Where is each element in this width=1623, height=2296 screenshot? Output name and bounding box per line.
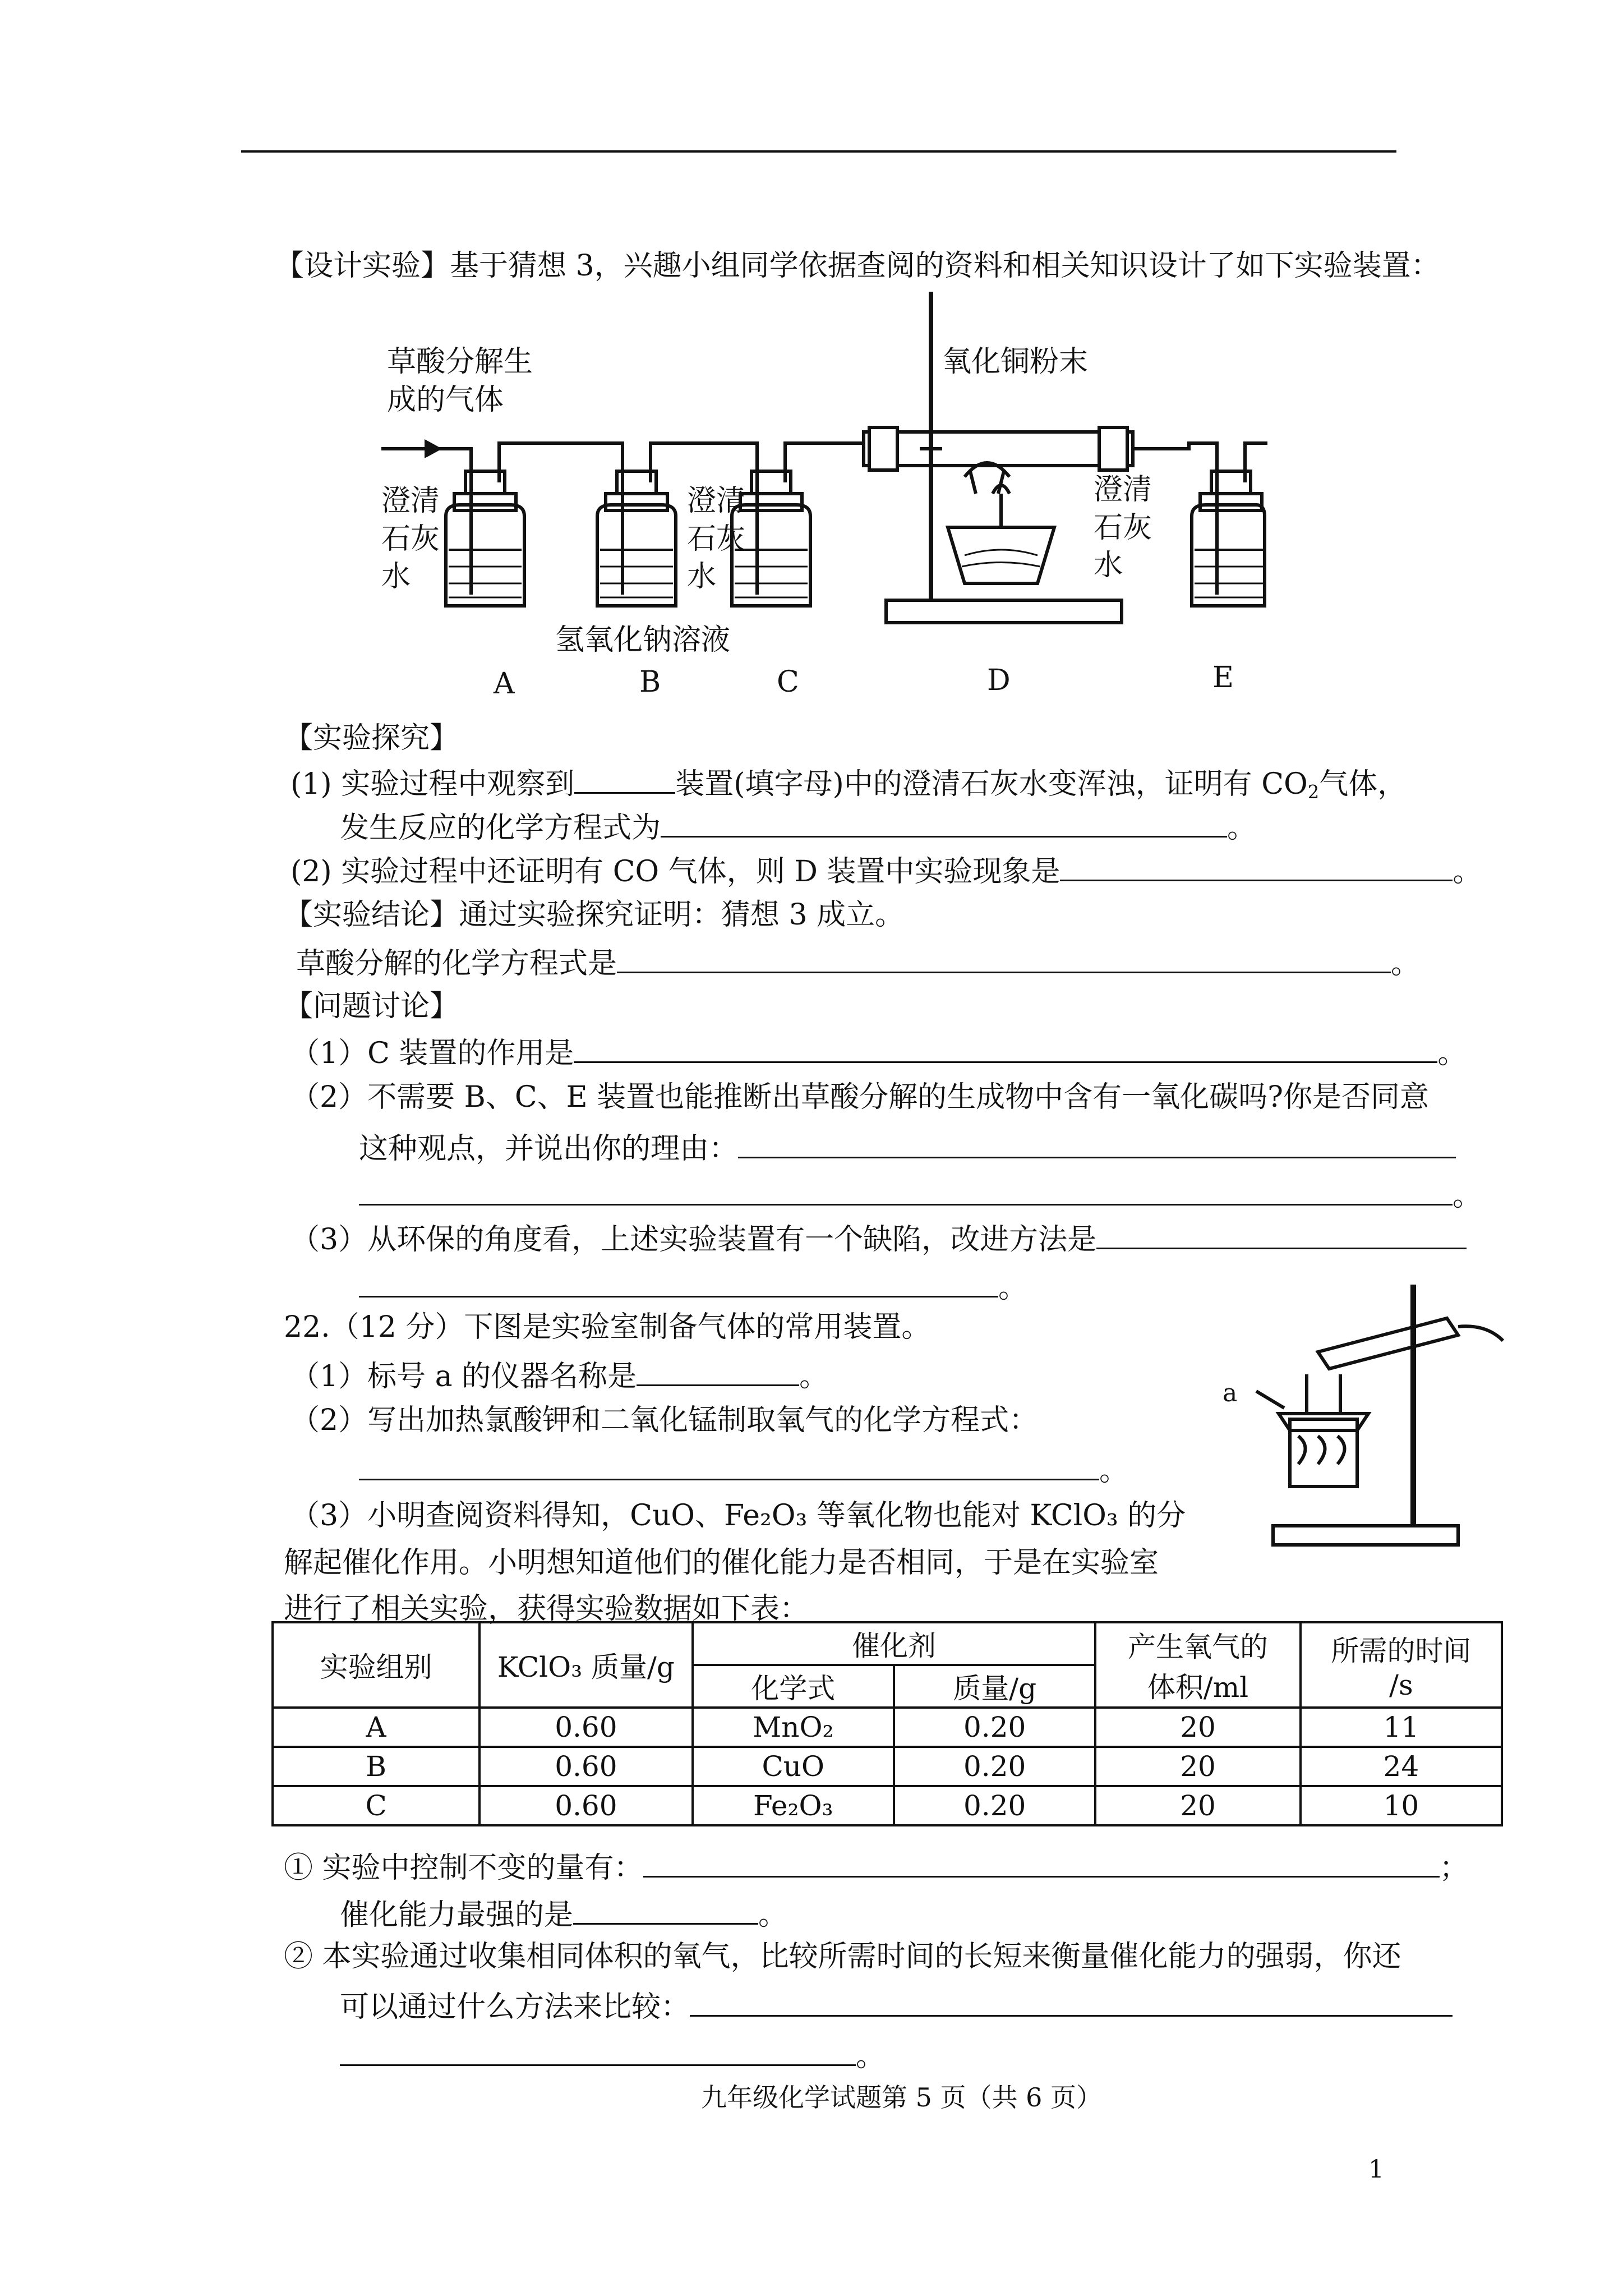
discussion-q2b: 这种观点，并说出你的理由：: [359, 1132, 1456, 1163]
cell-cat-mass: 0.20: [894, 1786, 1095, 1825]
q22-title: 22.（12 分）下图是实验室制备气体的常用装置。: [284, 1310, 931, 1344]
letter-b: B: [639, 665, 661, 699]
answer-blank-22-2[interactable]: [359, 1454, 1099, 1480]
cell-group: B: [273, 1747, 479, 1786]
explore-heading: 【实验探究】: [284, 721, 459, 755]
letter-e: E: [1212, 661, 1234, 694]
answer-blank-c2[interactable]: [573, 1898, 758, 1925]
header-volume: 产生氧气的 体积/ml: [1095, 1622, 1300, 1708]
answer-blank-c3a[interactable]: [690, 1990, 1453, 2017]
answer-blank-22-1[interactable]: [637, 1360, 799, 1386]
header-rule: [241, 150, 1396, 153]
bottle-a-label: 澄清 石灰 水: [381, 484, 440, 594]
q22-p2-cont: 。: [359, 1454, 1128, 1485]
discussion-heading: 【问题讨论】: [284, 990, 459, 1023]
cell-formula: CuO: [693, 1747, 894, 1786]
naoh-label: 氢氧化钠溶液: [555, 623, 731, 657]
cell-time: 10: [1301, 1786, 1502, 1825]
header-group: 实验组别: [273, 1622, 479, 1708]
bottle-e-label: 澄清 石灰 水: [1094, 473, 1152, 583]
answer-blank-d2b[interactable]: [359, 1179, 1453, 1205]
table-row: [273, 1708, 1502, 1747]
table-row: [273, 1747, 1502, 1786]
answer-blank-d2a[interactable]: [738, 1132, 1456, 1158]
cell-mass: 0.60: [479, 1708, 692, 1747]
page-number: 1: [1368, 2155, 1384, 2184]
catalyst-table: [271, 1621, 1503, 1826]
page-footer-label: 九年级化学试题第 5 页（共 6 页）: [701, 2082, 1103, 2113]
cell-formula: MnO₂: [693, 1708, 894, 1747]
cuo-label: 氧化铜粉末: [942, 345, 1089, 379]
bottle-e: [1192, 471, 1265, 606]
after-table-c3b: 可以通过什么方法来比较：: [340, 1990, 1453, 2022]
explore-q1-equation: 发生反应的化学方程式为 。: [340, 811, 1257, 845]
q22-p3b: 解起催化作用。小明想知道他们的催化能力是否相同，于是在实验室: [284, 1546, 1159, 1580]
tube-a-b: [499, 443, 623, 482]
bottle-a: [446, 471, 524, 606]
cell-volume: 20: [1095, 1786, 1300, 1825]
header-catalyst: 催化剂: [693, 1622, 1096, 1665]
figure-label-a: a: [1223, 1379, 1238, 1407]
explore-q1: (1) 实验过程中观察到 装置(填字母)中的澄清石灰水变浑浊，证明有 $CO_2$气体，: [291, 767, 1407, 803]
answer-blank-d3b[interactable]: [359, 1271, 998, 1297]
after-table-c2: 催化能力最强的是 。: [340, 1898, 788, 1932]
answer-blank-q1-equation[interactable]: [661, 811, 1227, 838]
after-table-c3-cont: 。: [340, 2040, 885, 2071]
cell-formula: Fe₂O₃: [693, 1786, 894, 1825]
header-catalyst-mass: 质量/g: [894, 1665, 1095, 1708]
header-time: 所需的时间 /s: [1301, 1622, 1502, 1708]
conclusion-equation: 草酸分解的化学方程式是 。: [296, 947, 1421, 981]
q22-p3c: 进行了相关实验，获得实验数据如下表：: [284, 1592, 809, 1626]
bottle-b: [597, 471, 676, 606]
after-table-c1: ① 实验中控制不变的量有： ；: [284, 1851, 1469, 1885]
q22-p2: （2）写出加热氯酸钾和二氧化锰制取氧气的化学方程式：: [291, 1404, 1039, 1437]
cell-volume: 20: [1095, 1708, 1300, 1747]
after-table-c3a: ② 本实验通过收集相同体积的氧气，比较所需时间的长短来衡量催化能力的强弱，你还: [284, 1940, 1401, 1973]
table-row: [273, 1786, 1502, 1825]
discussion-q2a: （2）不需要 B、C、E 装置也能推断出草酸分解的生成物中含有一氧化碳吗?你是否同意: [291, 1080, 1429, 1114]
cell-volume: 20: [1095, 1747, 1300, 1786]
oxygen-apparatus-figure: [1223, 1279, 1525, 1548]
design-experiment-text: 【设计实验】基于猜想 3，兴趣小组同学依据查阅的资料和相关知识设计了如下实验装置：: [275, 249, 1440, 283]
explore-q2: (2) 实验过程中还证明有 CO 气体，则 D 装置中实验现象是 。: [291, 855, 1482, 889]
discussion-q3: （3）从环保的角度看，上述实验装置有一个缺陷，改进方法是: [291, 1223, 1467, 1254]
letter-d: D: [987, 664, 1011, 697]
discussion-q3-cont: 。: [359, 1271, 1027, 1303]
cell-cat-mass: 0.20: [894, 1747, 1095, 1786]
header-formula: 化学式: [693, 1665, 894, 1708]
answer-blank-c1[interactable]: [643, 1851, 1440, 1878]
inlet-label: 草酸分解生 成的气体: [387, 345, 533, 417]
cell-time: 11: [1301, 1708, 1502, 1747]
tube-e-out: [1245, 443, 1267, 482]
cell-mass: 0.60: [479, 1786, 692, 1825]
cell-group: C: [273, 1786, 479, 1825]
discussion-q1: （1）C 装置的作用是 。: [291, 1037, 1467, 1070]
answer-blank-q1a[interactable]: [574, 767, 675, 794]
cell-cat-mass: 0.20: [894, 1708, 1095, 1747]
conclusion-heading: 【实验结论】通过实验探究证明：猜想 3 成立。: [284, 898, 905, 932]
cell-time: 24: [1301, 1747, 1502, 1786]
cell-group: A: [273, 1708, 479, 1747]
bottle-c-label: 澄清 石灰 水: [687, 484, 746, 594]
discussion-q2-cont: 。: [359, 1179, 1482, 1211]
q22-p3a: （3）小明查阅资料得知，CuO、Fe₂O₃ 等氧化物也能对 KClO₃ 的分: [291, 1499, 1186, 1533]
answer-blank-q2[interactable]: [1060, 855, 1453, 881]
answer-blank-conclusion[interactable]: [617, 947, 1391, 973]
letter-c: C: [777, 665, 799, 699]
header-kclo3-mass: KClO₃ 质量/g: [479, 1622, 692, 1708]
tube-b-c: [651, 443, 757, 482]
answer-blank-d1[interactable]: [574, 1037, 1437, 1063]
tube-c-d: [785, 443, 864, 482]
answer-blank-d3a[interactable]: [1096, 1223, 1467, 1249]
cell-mass: 0.60: [479, 1747, 692, 1786]
heating-tube-d: [864, 292, 1133, 623]
letter-a: A: [494, 667, 515, 701]
q22-p1: （1）标号 a 的仪器名称是 。: [291, 1360, 829, 1393]
answer-blank-c3b[interactable]: [340, 2040, 856, 2066]
